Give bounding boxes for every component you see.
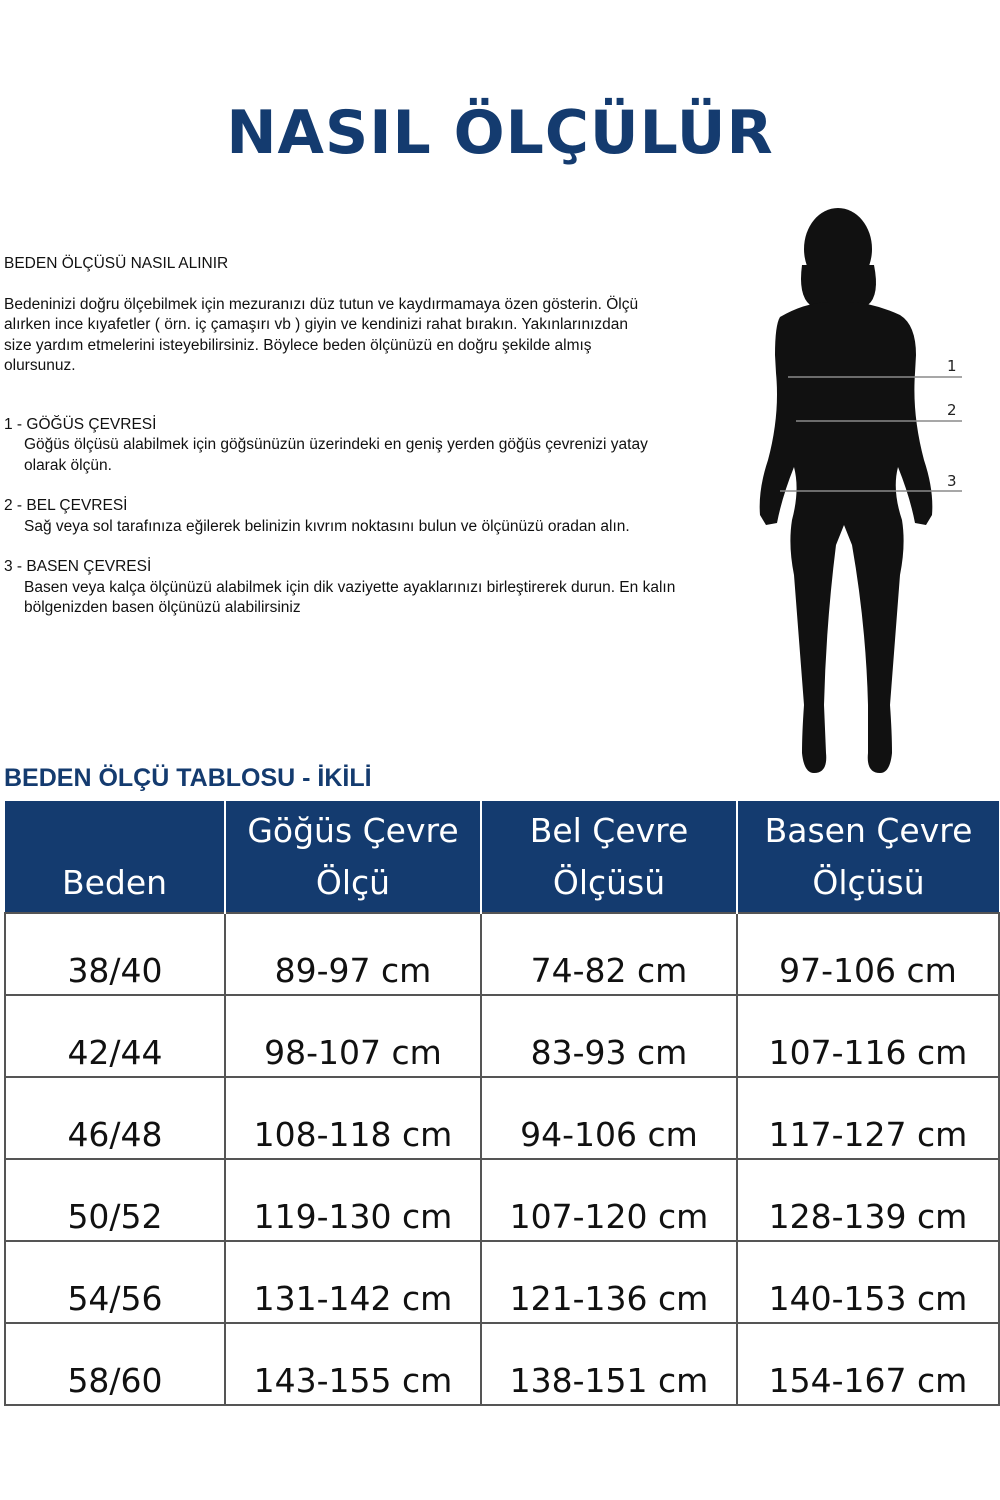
header-line-2: Ölçüsü <box>812 862 925 902</box>
cell-size: 46/48 <box>5 1077 225 1159</box>
size-chart-table <box>4 801 1000 1406</box>
measurement-instructions <box>4 254 694 639</box>
step-title: 1 - GÖĞÜS ÇEVRESİ <box>4 415 157 433</box>
header-line-1: Göğüs Çevre <box>247 810 459 850</box>
cell-size: 38/40 <box>5 913 225 995</box>
column-header-chest <box>225 801 481 913</box>
cell-chest: 143-155 cm <box>225 1323 481 1405</box>
cell-chest: 108-118 cm <box>225 1077 481 1159</box>
instructions-intro: Bedeninizi doğru ölçebilmek için mezuranızı düz tutun ve kaydırmamaya özen gösterin. Ölçü alırken ince kıyafetler ( örn. iç çamaşırı vb ) giyin ve kendinizi rahat bırakın. Yakınlarınızdan size yardım etmelerini isteyebilirsiniz. Böylece beden ölçünüzü en doğru şekilde almış olursunuz. <box>4 295 639 374</box>
cell-chest: 98-107 cm <box>225 995 481 1077</box>
cell-chest: 89-97 cm <box>225 913 481 995</box>
cell-waist: 107-120 cm <box>481 1159 737 1241</box>
cell-hip: 140-153 cm <box>737 1241 999 1323</box>
instructions-heading: BEDEN ÖLÇÜSÜ NASIL ALINIR <box>4 255 229 272</box>
cell-waist: 138-151 cm <box>481 1323 737 1405</box>
cell-hip: 107-116 cm <box>737 995 999 1077</box>
header-line-2: Beden <box>61 863 168 902</box>
cell-hip: 128-139 cm <box>737 1159 999 1241</box>
column-header-hip <box>737 801 999 913</box>
step-title: 3 - BASEN ÇEVRESİ <box>4 558 152 575</box>
cell-size: 42/44 <box>5 995 225 1077</box>
header-line-2: Ölçü <box>315 862 391 902</box>
step-description: Göğüs ölçüsü alabilmek için göğsünüzün üzerindeki en geniş yerden göğüs çevrenizi yatay olarak ölçün. <box>24 436 648 474</box>
step-waist <box>4 496 694 537</box>
marker-1: 1 <box>947 357 957 375</box>
cell-chest: 119-130 cm <box>225 1159 481 1241</box>
column-header-waist <box>481 801 737 913</box>
cell-waist: 74-82 cm <box>481 913 737 995</box>
cell-hip: 117-127 cm <box>737 1077 999 1159</box>
cell-chest: 131-142 cm <box>225 1241 481 1323</box>
size-table-title: BEDEN ÖLÇÜ TABLOSU - İKİLİ <box>4 764 372 792</box>
table-row <box>5 995 999 1077</box>
header-line-1: Basen Çevre <box>764 810 973 850</box>
step-description: Sağ veya sol tarafınıza eğilerek belinizin kıvrım noktasını bulun ve ölçünüzü oradan alın. <box>24 517 630 535</box>
step-chest <box>4 415 694 477</box>
cell-waist: 94-106 cm <box>481 1077 737 1159</box>
cell-waist: 121-136 cm <box>481 1241 737 1323</box>
table-row <box>5 913 999 995</box>
step-title: 2 - BEL ÇEVRESİ <box>4 497 128 514</box>
table-row <box>5 1077 999 1159</box>
table-row <box>5 1159 999 1241</box>
marker-3: 3 <box>947 472 957 490</box>
table-header-row <box>5 801 999 913</box>
cell-size: 50/52 <box>5 1159 225 1241</box>
cell-size: 58/60 <box>5 1323 225 1405</box>
header-line-1: Bel Çevre <box>529 810 689 850</box>
cell-hip: 154-167 cm <box>737 1323 999 1405</box>
marker-2: 2 <box>947 401 957 419</box>
step-description: Basen veya kalça ölçünüzü alabilmek için dik vaziyette ayaklarınızı birleştirerek durun. En kalın bölgenizden basen ölçünüzü alabilirsiniz <box>24 578 676 616</box>
body-silhouette-figure <box>740 205 970 775</box>
page-title: NASIL ÖLÇÜLÜR <box>226 98 774 168</box>
table-row <box>5 1323 999 1405</box>
woman-silhouette-icon <box>740 205 970 775</box>
header-line-2: Ölçüsü <box>552 862 666 902</box>
step-hip <box>4 557 694 619</box>
column-header-size <box>5 801 225 913</box>
cell-waist: 83-93 cm <box>481 995 737 1077</box>
cell-hip: 97-106 cm <box>737 913 999 995</box>
cell-size: 54/56 <box>5 1241 225 1323</box>
table-row <box>5 1241 999 1323</box>
